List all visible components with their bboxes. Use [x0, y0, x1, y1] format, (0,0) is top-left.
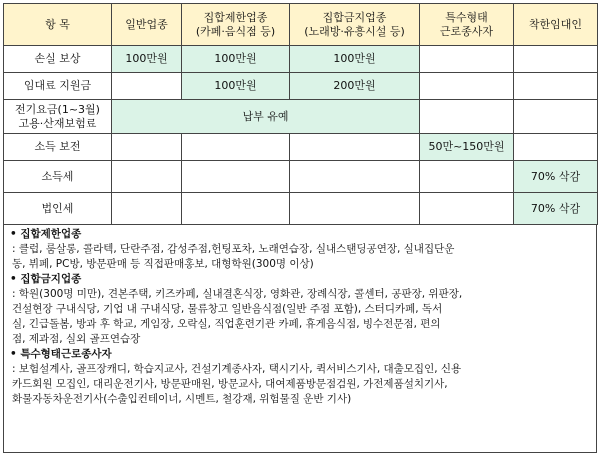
row-label-rent: 임대료 지원금 [4, 73, 112, 100]
cell-empty [514, 46, 598, 73]
cell-corptax-landlord: 70% 삭감 [514, 193, 598, 225]
support-table [3, 3, 598, 225]
notes-line: 건설현장 구내식당, 기업 내 구내식당, 물류창고 일반음식점(일반 주점 포함), 스터디카페, 독서 [12, 303, 443, 315]
cell-income-special: 50만~150만원 [420, 134, 514, 161]
cell-loss-general: 100만원 [112, 46, 182, 73]
cell-empty [112, 161, 182, 193]
cell-empty [290, 134, 420, 161]
table-row [4, 46, 598, 73]
row-label-incometax: 소득세 [4, 161, 112, 193]
cell-empty [182, 161, 290, 193]
notes-section-title: • 집합금지업종 [10, 273, 82, 285]
cell-empty [112, 134, 182, 161]
notes-line: : 학원(300명 미만), 견본주택, 키즈카페, 실내결혼식장, 영화관, 장례식장, 콜센터, 공판장, 위판장, [12, 288, 463, 300]
header-general: 일반업종 [112, 4, 182, 46]
cell-empty [182, 193, 290, 225]
notes-line: 카드회원 모집인, 대리운전기사, 방문판매원, 방문교사, 대여제품방문점검원, 가전제품설치기사, [12, 378, 448, 390]
cell-empty [290, 193, 420, 225]
table-row [4, 161, 598, 193]
row-label-corptax: 법인세 [4, 193, 112, 225]
header-special-workers: 특수형태 근로종사자 [420, 4, 514, 46]
cell-empty [112, 73, 182, 100]
support-table-document [3, 3, 597, 453]
cell-empty [514, 73, 598, 100]
cell-incometax-landlord: 70% 삭감 [514, 161, 598, 193]
header-item: 항 목 [4, 4, 112, 46]
notes-line: 화물자동차운전기사(수출입컨테이너, 시멘트, 철강재, 위험물질 운반 기사) [12, 393, 352, 405]
row-label-utility: 전기요금(1~3월) 고용·산재보험료 [4, 100, 112, 134]
cell-empty [290, 161, 420, 193]
table-row [4, 73, 598, 100]
header-row [4, 4, 598, 46]
table-row [4, 193, 598, 225]
notes-box [3, 225, 597, 453]
cell-loss-banned: 100만원 [290, 46, 420, 73]
cell-empty [112, 193, 182, 225]
cell-loss-restricted: 100만원 [182, 46, 290, 73]
notes-section-title: • 집합제한업종 [10, 228, 82, 240]
header-restricted: 집합제한업종 (카페·음식점 등) [182, 4, 290, 46]
notes-line: 점, 제과점, 실외 골프연습장 [12, 333, 141, 345]
header-landlord: 착한임대인 [514, 4, 598, 46]
cell-empty [514, 134, 598, 161]
table-row [4, 134, 598, 161]
cell-rent-restricted: 100만원 [182, 73, 290, 100]
notes-section-title: • 특수형태근로종사자 [10, 348, 112, 360]
cell-empty [420, 46, 514, 73]
row-label-income: 소득 보전 [4, 134, 112, 161]
cell-rent-banned: 200만원 [290, 73, 420, 100]
notes-line: 실, 긴급돌봄, 방과 후 학교, 게임장, 오락실, 직업훈련기관 카페, 휴게음식점, 빙수전문점, 편의 [12, 318, 441, 330]
cell-empty [420, 193, 514, 225]
cell-empty [514, 100, 598, 134]
cell-empty [420, 161, 514, 193]
notes-line: : 클럽, 룸살롱, 콜라텍, 단란주점, 감성주점,헌팅포차, 노래연습장, 실내스탠딩공연장, 실내집단운 [12, 243, 455, 255]
notes-line: 동, 뷔페, PC방, 방문판매 등 직접판매홍보, 대형학원(300명 이상) [12, 258, 314, 270]
header-banned: 집합금지업종 (노래방·유흥시설 등) [290, 4, 420, 46]
cell-utility-deferral: 납부 유예 [112, 100, 420, 134]
notes-line: : 보험설계사, 골프장캐디, 학습지교사, 건설기계종사자, 택시기사, 퀵서비스기사, 대출모집인, 신용 [12, 363, 462, 375]
cell-empty [182, 134, 290, 161]
cell-empty [420, 100, 514, 134]
table-row [4, 100, 598, 134]
row-label-loss: 손실 보상 [4, 46, 112, 73]
cell-empty [420, 73, 514, 100]
